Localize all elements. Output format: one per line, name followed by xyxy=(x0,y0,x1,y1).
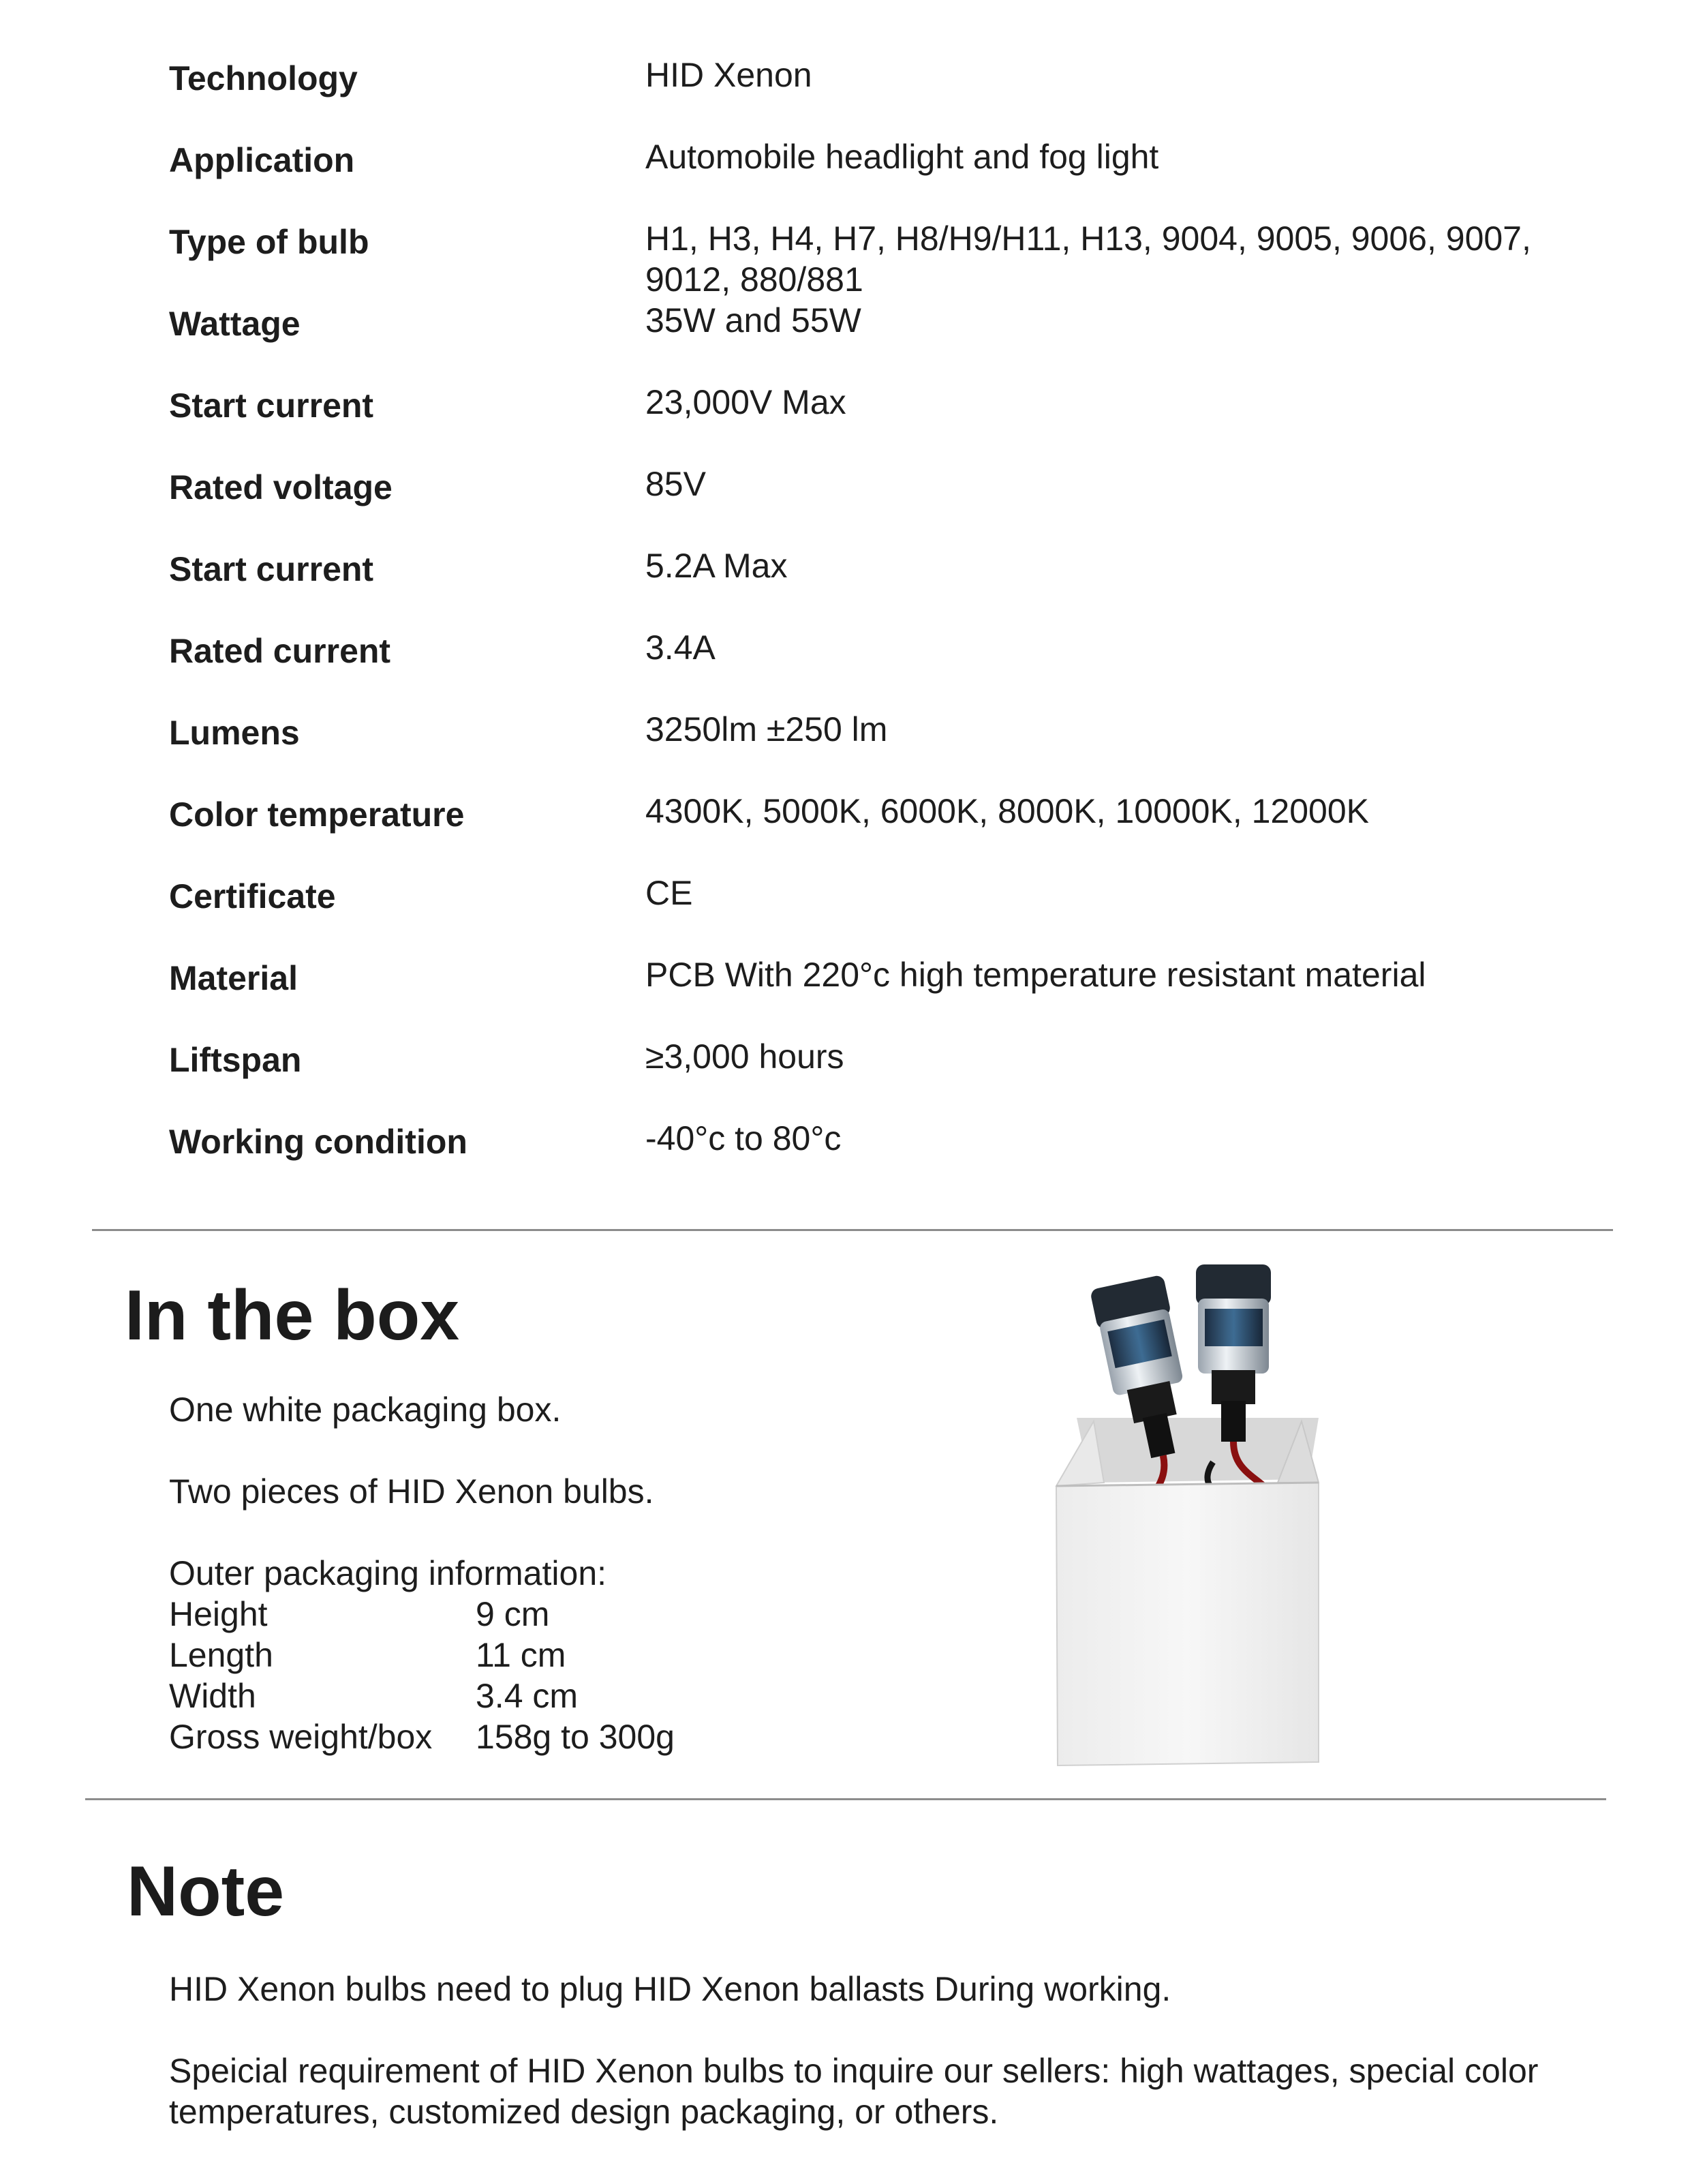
outer-packaging-title: Outer packaging information: xyxy=(169,1554,607,1592)
dim-label-gross-weight: Gross weight/box xyxy=(169,1718,433,1756)
spec-value-rated-current: 3.4A xyxy=(645,628,716,667)
spec-value-start-current: 5.2A Max xyxy=(645,547,788,585)
spec-label-rated-current: Rated current xyxy=(169,632,391,670)
spec-label-working-condition: Working condition xyxy=(169,1123,467,1161)
spec-label-color-temperature: Color temperature xyxy=(169,795,465,834)
product-image xyxy=(1049,1258,1336,1783)
dim-value-height: 9 cm xyxy=(476,1595,550,1633)
spec-value-lifespan: ≥3,000 hours xyxy=(645,1037,844,1076)
note-heading: Note xyxy=(127,1852,285,1931)
spec-value-technology: HID Xenon xyxy=(645,56,812,94)
spec-value-wattage: 35W and 55W xyxy=(645,301,861,339)
dim-value-width: 3.4 cm xyxy=(476,1677,579,1715)
spec-value-lumens: 3250lm ±250 lm xyxy=(645,710,888,748)
spec-label-application: Application xyxy=(169,141,355,179)
dim-label-height: Height xyxy=(169,1595,268,1633)
divider xyxy=(92,1229,1613,1231)
spec-label-start-current: Start current xyxy=(169,550,374,588)
spec-value-certificate: CE xyxy=(645,874,693,912)
spec-label-start-voltage: Start current xyxy=(169,386,374,425)
note-line-ballasts: HID Xenon bulbs need to plug HID Xenon ballasts During working. xyxy=(169,1970,1171,2008)
in-the-box-heading: In the box xyxy=(125,1276,460,1355)
spec-label-lumens: Lumens xyxy=(169,714,300,752)
box-item-packaging: One white packaging box. xyxy=(169,1391,562,1429)
dim-label-width: Width xyxy=(169,1677,256,1715)
dim-label-length: Length xyxy=(169,1636,273,1674)
spec-value-working-condition: -40°c to 80°c xyxy=(645,1119,842,1157)
spec-value-rated-voltage: 85V xyxy=(645,465,706,503)
note-line-requirements: Speicial requirement of HID Xenon bulbs to inquire our sellers: high wattages, special color xyxy=(169,2052,1539,2090)
spec-value-material: PCB With 220°c high temperature resistant material xyxy=(645,956,1426,994)
spec-label-technology: Technology xyxy=(169,59,358,97)
dim-value-gross-weight: 158g to 300g xyxy=(476,1718,675,1756)
dim-value-length: 11 cm xyxy=(476,1636,566,1674)
spec-label-material: Material xyxy=(169,959,298,997)
spec-label-bulb-type: Type of bulb xyxy=(169,223,369,261)
spec-value-start-voltage: 23,000V Max xyxy=(645,383,846,421)
divider xyxy=(85,1798,1606,1800)
spec-value-color-temperature: 4300K, 5000K, 6000K, 8000K, 10000K, 12000K xyxy=(645,792,1370,830)
spec-label-wattage: Wattage xyxy=(169,305,301,343)
spec-label-rated-voltage: Rated voltage xyxy=(169,468,393,506)
spec-label-lifespan: Liftspan xyxy=(169,1041,302,1079)
spec-label-certificate: Certificate xyxy=(169,877,336,915)
spec-value-bulb-type: H1, H3, H4, H7, H8/H9/H11, H13, 9004, 9005, 9006, 9007, xyxy=(645,219,1531,258)
spec-value-application: Automobile headlight and fog light xyxy=(645,138,1159,176)
note-line-requirements-cont: temperatures, customized design packaging, or others. xyxy=(169,2093,999,2131)
spec-value-bulb-type-cont: 9012, 880/881 xyxy=(645,260,863,299)
box-item-bulbs: Two pieces of HID Xenon bulbs. xyxy=(169,1472,654,1511)
